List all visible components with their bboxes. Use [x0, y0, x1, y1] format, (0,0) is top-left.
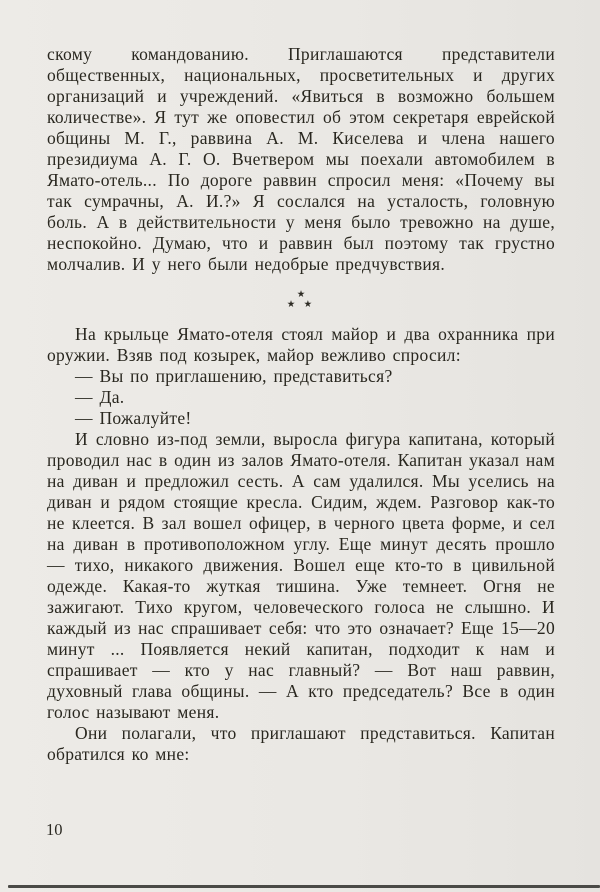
section-divider-asterism: [47, 291, 555, 310]
paragraph-captain-hall: И словно из-под земли, выросла фигура капитана, который проводил нас в один из залов Ямато-отеля. Капитан указал нам на диван и предложил сесть. А сам удалился. Мы уселись на диван и рядом стоящие кресла. Сидим, ждем. Разговор как-то не клеется. В зал вошел офицер, в черного цвета форме, и сел на диван в противоположном углу. Еще минут десять прошло — тихо, никакого движения. Вошел еще кто-то в цивильной одежде. Какая-то жуткая тишина. Уже темнеет. Огня не зажигают. Тихо кругом, человеческого голоса не слышно. И каждый из нас спрашивает себя: что это означает? Еще 15—20 минут ... Появляется некий капитан, подходит к нам и спрашивает — кто у нас главный? — Вот наш раввин, духовный глава общины. — А кто председатель? Все в один голос называют меня.: [47, 429, 555, 722]
dialogue-line-welcome: — Пожалуйте!: [75, 408, 192, 428]
paragraph-hotel-entrance: На крыльце Ямато-отеля стоял майор и два охранника при оружии. Взяв под козырек, майор вежливо спросил:: [47, 324, 555, 365]
dialogue-line-invitation: — Вы по приглашению, представиться?: [75, 366, 393, 386]
asterism-stars-bottom-icon: ★ ★: [286, 300, 316, 310]
asterism-star-top-icon: ★: [296, 290, 306, 300]
text-block: [47, 44, 555, 765]
page-number: 10: [46, 820, 63, 839]
paragraph-continuation: скому командованию. Приглашаются представители общественных, национальных, просветительных и других организаций и учреждений. «Явиться в возможно большем количестве». Я тут же оповестил об этом секретаря еврейской общины М. Г., раввина А. М. Киселева и члена нашего президиума А. Г. О. Вчетвером мы поехали автомобилем в Ямато-отель... По дороге раввин спросил меня: «Почему вы так сумрачны, А. И.?» Я сослался на усталость, головную боль. А в действительности у меня было тревожно на душе, неспокойно. Думаю, что и раввин был поэтому так грустно молчалив. И у него были недобрые предчувствия.: [47, 44, 555, 274]
dialogue-line-yes: — Да.: [75, 387, 125, 407]
scan-edge-artifact: [8, 885, 600, 888]
paragraph-final: Они полагали, что приглашают представиться. Капитан обратился ко мне:: [47, 723, 555, 764]
